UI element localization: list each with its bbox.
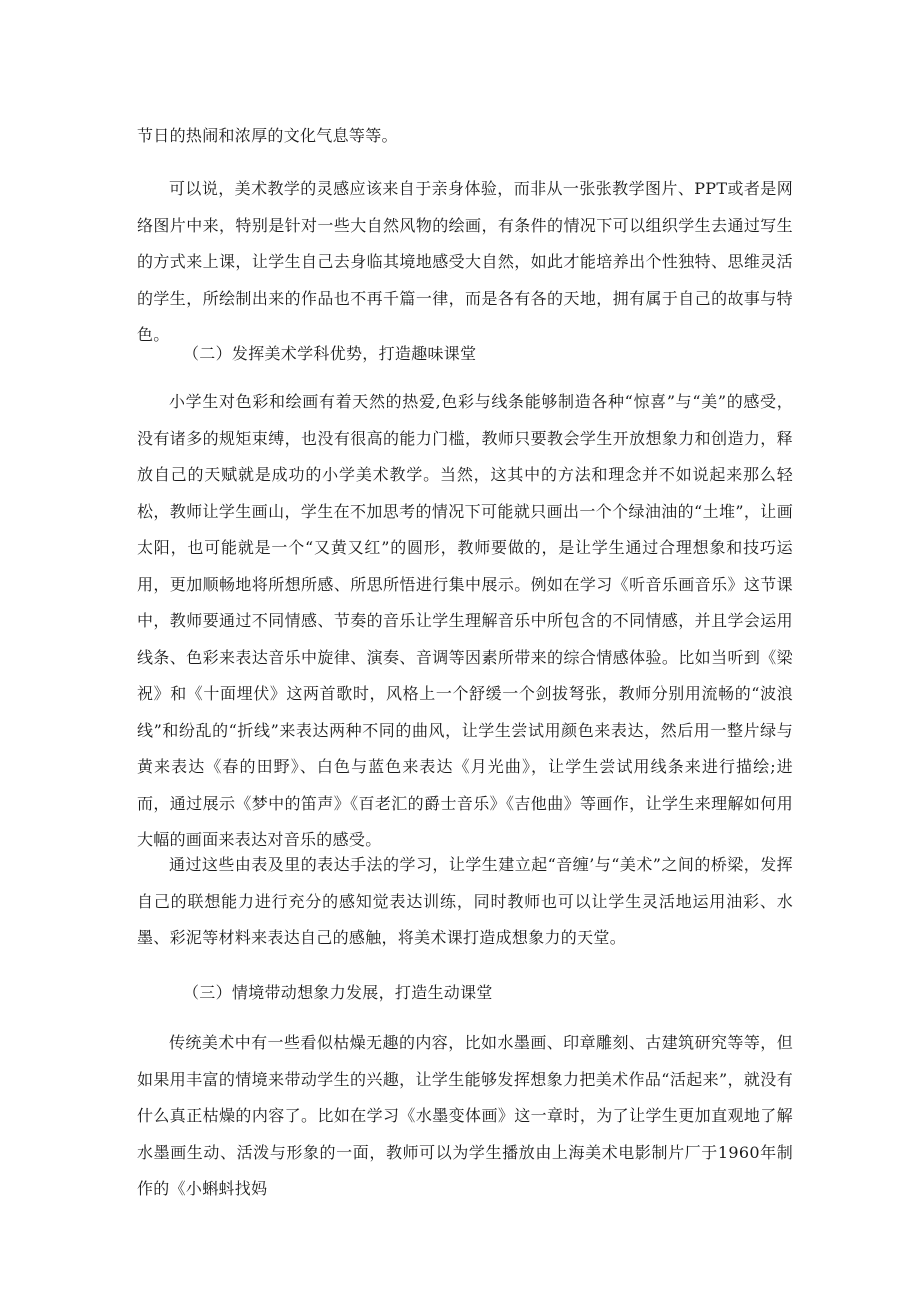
section-heading-2: （二）发挥美术学科优势，打造趣味课堂 — [183, 344, 477, 363]
paragraph-bridge: 通过这些由表及里的表达手法的学习，让学生建立起“音缠’与“美术”之间的桥梁，发挥自己的联想能力进行充分的感知觉表达训练，同时教师也可以让学生灵活地运用油彩、水墨、彩泥等材料来表达自己的感触，将美术课打造成想象力的天堂。 — [137, 855, 793, 947]
paragraph-inspiration: 可以说，美术教学的灵感应该来自于亲身体验，而非从一张张教学图片、PPT或者是网络图片中来，特别是针对一些大自然风物的绘画，有条件的情况下可以组织学生去通过写生的方式来上课，让学生自己去身临其境地感受大自然，如此才能培养出个性独特、思维灵活的学生，所绘制出来的作品也不再千篇一律，而是各有各的天地，拥有属于自己的故事与特色。 — [137, 179, 793, 344]
paragraph-color-and-drawing: 小学生对色彩和绘画有着天然的热爱,色彩与线条能够制造各种“惊喜”与“美”的感受，没有诸多的规矩束缚，也没有很高的能力门槛，教师只要教会学生开放想象力和创造力，释放自己的天赋就是成功的小学美术教学。当然，这其中的方法和理念并不如说起来那么轻松，教师让学生画山，学生在不加思考的情况下可能就只画出一个个绿油油的“土堆”，让画太阳，也可能就是一个“又黄又红”的圆形，教师要做的，是让学生通过合理想象和技巧运用，更加顺畅地将所想所感、所思所悟进行集中展示。例如在学习《听音乐画音乐》这节课中，教师要通过不同情感、节奏的音乐让学生理解音乐中所包含的不同情感，并且学会运用线条、色彩来表达音乐中旋律、演奏、音调等因素所带来的综合情感体验。比如当听到《梁祝》和《十面埋伏》这两首歌时，风格上一个舒缓一个剑拔弩张，教师分别用流畅的“波浪线”和纷乱的“折线”来表达两种不同的曲风，让学生尝试用颜色来表达，然后用一整片绿与黄来表达《春的田野》、白色与蓝色来表达《月光曲》，让学生尝试用线条来进行描绘;进而，通过展示《梦中的笛声》《百老汇的爵士音乐》《吉他曲》等画作，让学生来理解如何用大幅的画面来表达对音乐的感受。 — [137, 392, 793, 849]
paragraph-continuation: 节日的热闹和浓厚的文化气息等等。 — [137, 126, 398, 145]
paragraph-context: 传统美术中有一些看似枯燥无趣的内容，比如水墨画、印章雕刻、古建筑研究等等，但如果用丰富的情境来带动学生的兴趣，让学生能够发挥想象力把美术作品“活起来”，就没有什么真正枯燥的内容了。比如在学习《水墨变体画》这一章时，为了让学生更加直观地了解水墨画生动、活泼与形象的一面，教师可以为学生播放由上海美术电影制片厂于1960年制作的《小蝌蚪找妈 — [137, 1033, 793, 1198]
section-heading-3: （三）情境带动想象力发展，打造生动课堂 — [183, 983, 493, 1002]
